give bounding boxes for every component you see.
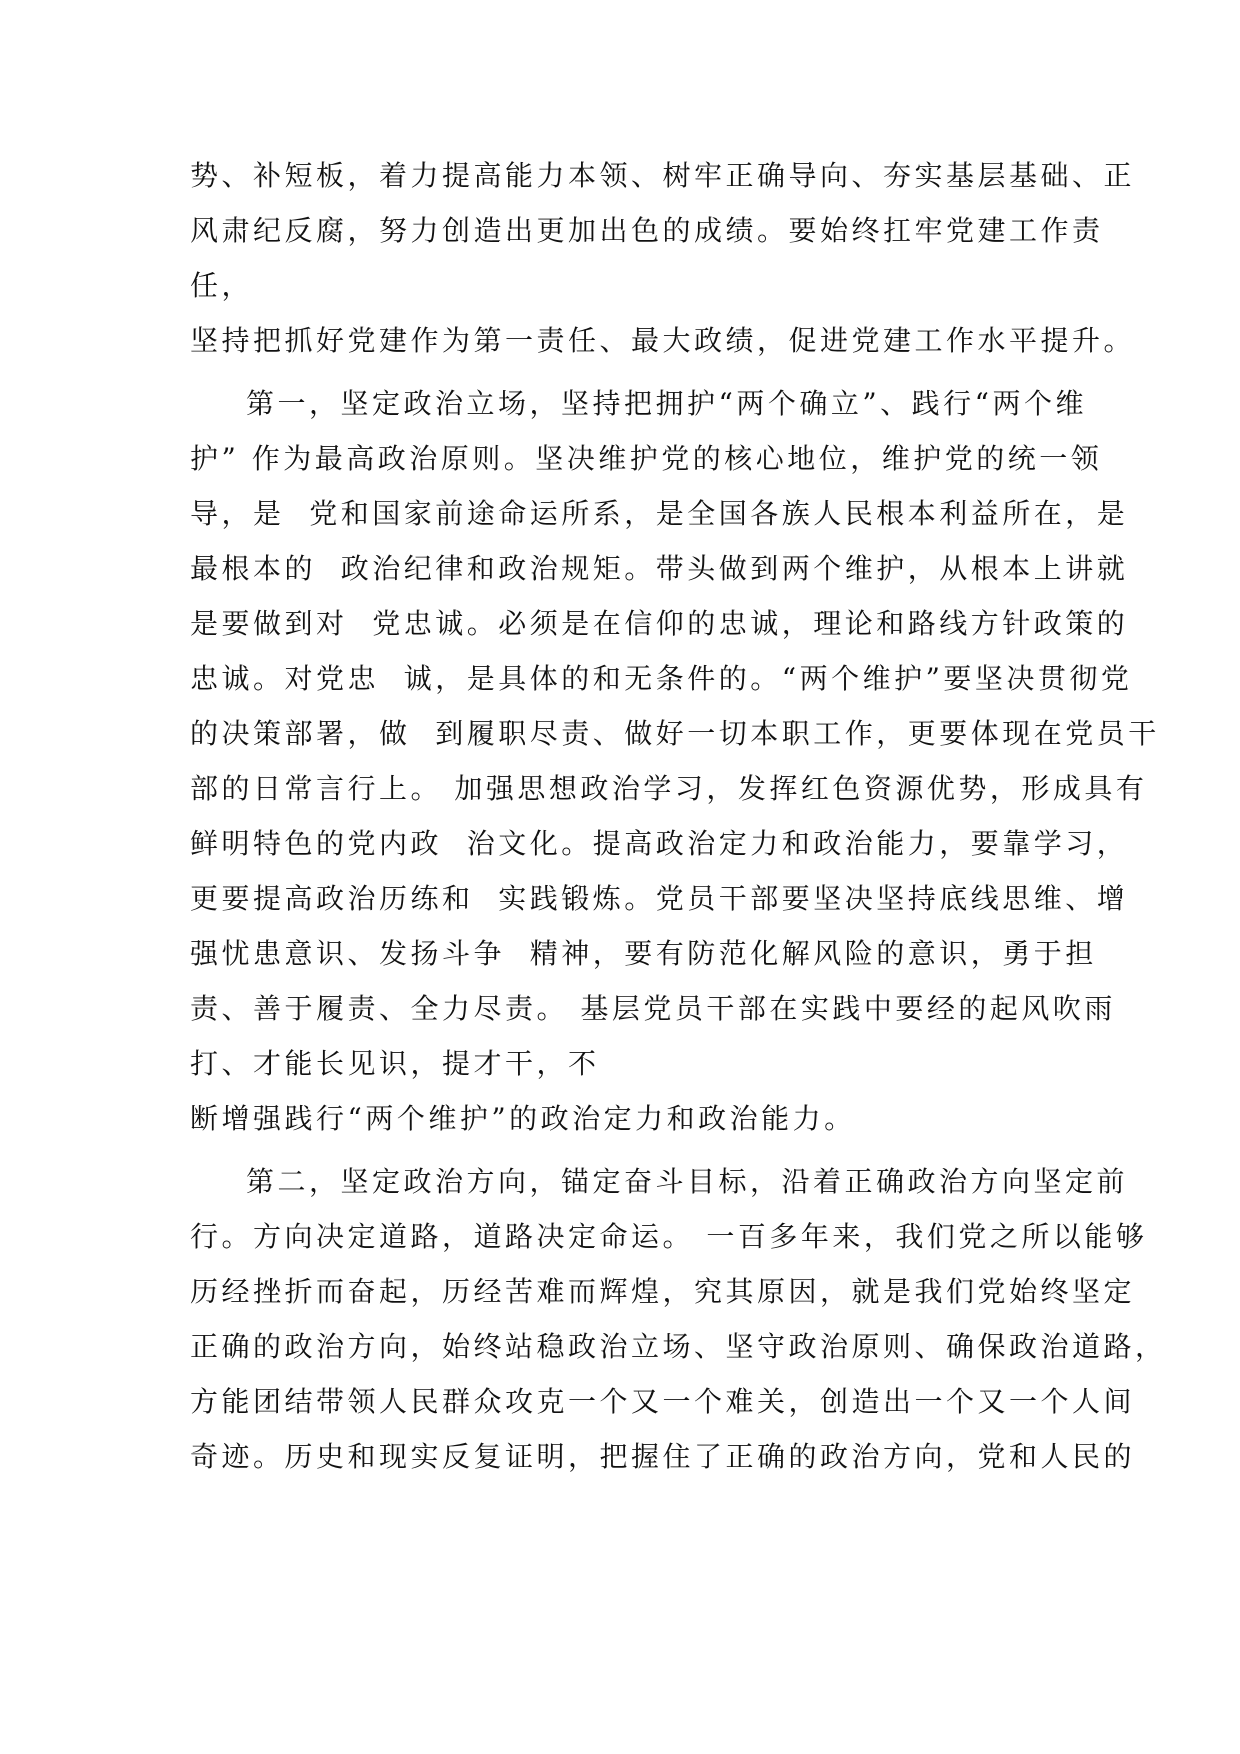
text-line: 是要做到对 党忠诚。必须是在信仰的忠诚，理论和路线方针政策的: [190, 607, 1129, 640]
text-line: 更要提高政治历练和 实践锻炼。党员干部要坚决坚持底线思维、增: [190, 882, 1129, 915]
document-body: [190, 159, 1167, 1496]
text-line: 势、补短板，着力提高能力本领、树牢正确导向、夯实基层基础、正: [190, 159, 1136, 192]
text-line: 忠诚。对党忠 诚，是具体的和无条件的。“两个维护”要坚决贯彻党: [190, 662, 1133, 695]
text-line: 坚持把抓好党建作为第一责任、最大政绩，促进党建工作水平提升。: [190, 324, 1136, 357]
text-line: 打、才能长见识，提才干，不: [190, 1047, 600, 1080]
paragraph-first-line: 第一，坚定政治立场，坚持把拥护“两个确立”、践行“两个维: [246, 387, 1087, 420]
text-line: 行。方向决定道路，道路决定命运。 一百多年来，我们党之所以能够: [190, 1220, 1148, 1253]
text-line: 强忧患意识、发扬斗争 精神，要有防范化解风险的意识，勇于担: [190, 937, 1097, 970]
text-line: 历经挫折而奋起，历经苦难而辉煌，究其原因，就是我们党始终坚定: [190, 1275, 1136, 1308]
text-line: 部的日常言行上。 加强思想政治学习，发挥红色资源优势，形成具有: [190, 772, 1148, 805]
text-line: 正确的政治方向，始终站稳政治立场、坚守政治原则、确保政治道路，: [190, 1330, 1167, 1363]
text-line: 风肃纪反腐，努力创造出更加出色的成绩。要始终扛牢党建工作责: [190, 214, 1104, 247]
text-line: 奇迹。历史和现实反复证明，把握住了正确的政治方向，党和人民的: [190, 1440, 1136, 1473]
text-line: 任，: [190, 269, 254, 302]
text-line: 最根本的 政治纪律和政治规矩。带头做到两个维护，从根本上讲就: [190, 552, 1129, 585]
text-line: 的决策部署，做 到履职尽责、做好一切本职工作，更要体现在党员干: [190, 717, 1160, 750]
text-line: 鲜明特色的党内政 治文化。提高政治定力和政治能力，要靠学习，: [190, 827, 1129, 860]
text-line: 断增强践行“两个维护”的政治定力和政治能力。: [190, 1102, 856, 1135]
text-line: 方能团结带领人民群众攻克一个又一个难关，创造出一个又一个人间: [190, 1385, 1136, 1418]
text-line: 责、善于履责、全力尽责。 基层党员干部在实践中要经的起风吹雨: [190, 992, 1116, 1025]
paragraph-first-line: 第二，坚定政治方向，锚定奋斗目标，沿着正确政治方向坚定前: [246, 1165, 1129, 1198]
text-line: 护” 作为最高政治原则。坚决维护党的核心地位，维护党的统一领: [190, 442, 1103, 475]
text-line: 导，是 党和国家前途命运所系，是全国各族人民根本利益所在，是: [190, 497, 1129, 530]
